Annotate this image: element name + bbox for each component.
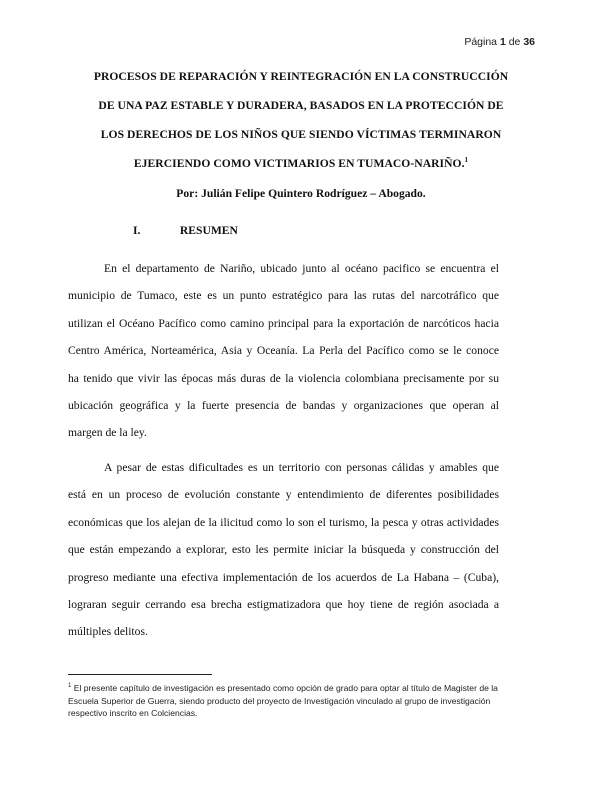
paragraph-line: múltiples delitos.: [68, 625, 148, 639]
footnote-text: El presente capítulo de investigación es presentado como opción de grado para optar al título de Magister de la: [71, 683, 498, 693]
footnote-line: Escuela Superior de Guerra, siendo producto del proyecto de Investigación vinculado al grupo de investigación: [68, 695, 491, 706]
page-label: Página: [464, 36, 498, 48]
footnote-mark: 1: [68, 683, 72, 690]
page-total: 36: [523, 36, 535, 48]
paragraph-line: En el departamento de Nariño, ubicado junto al océano pacifico se encuentra el: [104, 262, 499, 275]
author-line: Por: Julián Felipe Quintero Rodríguez – Abogado.: [176, 187, 426, 200]
footnote-separator: [68, 674, 212, 675]
title-line: LOS DERECHOS DE LOS NIÑOS QUE SIENDO VÍCTIMAS TERMINARON: [100, 128, 502, 141]
paragraph-2: [68, 454, 499, 646]
page-current: 1: [499, 36, 506, 48]
footnote-line: respectivo inscrito en Colciencias.: [68, 708, 198, 719]
section-heading: [133, 224, 238, 237]
footnote-line-1: [68, 682, 534, 695]
paragraph-line: lograran seguir cerrando esa brecha estigmatizadora que hoy tiene de región asociada a: [68, 597, 499, 611]
paragraph-1: [68, 255, 499, 447]
paragraph-line: progreso mediante una efectiva implementación de los acuerdos de La Habana – (Cuba),: [68, 570, 499, 584]
paragraph-line: A pesar de estas dificultades es un territorio con personas cálidas y amables que: [104, 461, 499, 474]
title-line-last: [66, 149, 536, 178]
paragraph-line: económicas que los alejan de la ilicitud como lo son el turismo, la pesca y otras actividades: [68, 515, 499, 529]
title-footnote-mark[interactable]: 1: [464, 156, 469, 165]
footnote: [68, 682, 534, 720]
paragraph-line: utilizan el Océano Pacífico como camino principal para la exportación de narcóticos hacia: [68, 316, 499, 330]
paragraph-line: está en un proceso de evolución constante y entendimiento de diferentes posibilidades: [68, 488, 499, 502]
paragraph-line: que están empezando a explorar, esto les permite iniciar la búsqueda y construcción del: [68, 543, 499, 557]
paragraph-line: ubicación geográfica y la fuerte presencia de bandas y organizaciones que operan al: [68, 398, 499, 412]
paragraph-line: Centro América, Norteamérica, Asia y Oceanía. La Perla del Pacífico como se le conoce: [68, 344, 499, 358]
section-number: I.: [133, 224, 141, 237]
paragraph-line: ha tenido que vivir las épocas más duras de la violencia colombiana precisamente por su: [68, 371, 499, 385]
page-number-header: [464, 36, 535, 48]
section-title: RESUMEN: [179, 224, 238, 237]
paragraph-line: margen de la ley.: [68, 426, 147, 440]
paragraph-line: municipio de Tumaco, este es un punto estratégico para las rutas del narcotráfico que: [68, 289, 499, 303]
title-line: PROCESOS DE REPARACIÓN Y REINTEGRACIÓN EN LA CONSTRUCCIÓN: [93, 70, 509, 83]
page-separator: de: [508, 36, 521, 48]
document-title: [66, 62, 536, 178]
title-line-text: EJERCIENDO COMO VICTIMARIOS EN TUMACO-NARIÑO.: [133, 157, 465, 170]
title-line: DE UNA PAZ ESTABLE Y DURADERA, BASADOS EN LA PROTECCIÓN DE: [98, 99, 504, 112]
